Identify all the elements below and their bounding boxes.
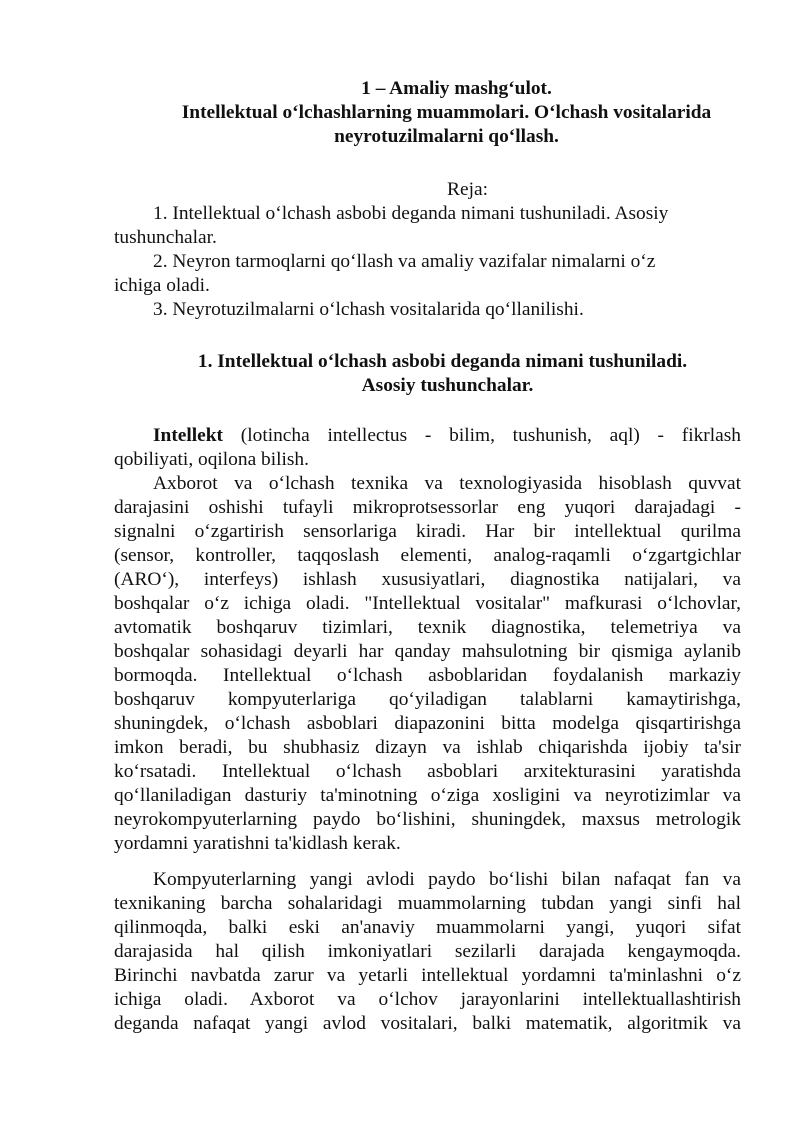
paragraph-2-line: boshqalar sohasidagi deyarli har qanday mahsulotning bir qismiga aylanib (114, 641, 741, 662)
plan-item-3-line-1: 3. Neyrotuzilmalarni o‘lchash vositalarida qo‘llanilishi. (153, 299, 584, 320)
paragraph-2-line: bormoqda. Intellektual o‘lchash asboblaridan foydalanish markaziy (114, 665, 741, 686)
paragraph-2-line: avtomatik boshqaruv tizimlari, texnik diagnostika, telemetriya va (114, 617, 741, 638)
term-intellekt: Intellekt (153, 425, 224, 446)
paragraph-3-line: deganda nafaqat yangi avlod vositalari, balki matematik, algoritmik va (114, 1013, 741, 1034)
section-1-heading (114, 350, 741, 398)
plan-item-1-line-1: 1. Intellektual o‘lchash asbobi deganda nimani tushuniladi. Asosiy (153, 203, 669, 224)
paragraph-3-line: Kompyuterlarning yangi avlodi paydo bo‘lishi bilan nafaqat fan va (153, 869, 741, 890)
paragraph-3-line: ichiga oladi. Axborot va o‘lchov jarayonlarini intellektuallashtirish (114, 989, 741, 1010)
section-1-heading-line-2: Asosiy tushunchalar. (361, 375, 534, 396)
plan-list (114, 202, 741, 322)
paragraph-1 (114, 424, 741, 472)
plan-heading: Reja: (447, 179, 488, 200)
paragraph-2 (114, 472, 741, 856)
paragraph-2-line: ko‘rsatadi. Intellektual o‘lchash asboblari arxitekturasini yaratishda (114, 761, 741, 782)
paragraph-2-line: shuningdek, o‘lchash asboblari diapazonini bitta modelga qisqartirishga (114, 713, 741, 734)
plan-item-2-line-2: ichiga oladi. (114, 275, 210, 296)
paragraph-1-line-2: qobiliyati, oqilona bilish. (114, 449, 309, 470)
document-title (114, 77, 741, 149)
paragraph-2-line: (sensor, kontroller, taqqoslash elementi, analog-raqamli o‘zgartgichlar (114, 545, 741, 566)
plan-item-1-line-2: tushunchalar. (114, 227, 217, 248)
paragraph-1-line-1-text: (lotincha intellectus - bilim, tushunish, aql) - fikrlash (223, 425, 741, 446)
paragraph-2-line: (ARO‘), interfeys) ishlash xususiyatlari, diagnostika natijalari, va (114, 569, 741, 590)
title-line-2: Intellektual o‘lchashlarning muammolari. O‘lchash vositalarida (181, 102, 712, 123)
paragraph-1-line-1 (114, 424, 741, 448)
paragraph-3-line: Birinchi navbatda zarur va yetarli intellektual yordamni ta'minlashni o‘z (114, 965, 741, 986)
paragraph-3-line: qilinmoqda, balki eski an'anaviy muammolarni yangi, yuqori sifat (114, 917, 741, 938)
paragraph-3-line: texnikaning barcha sohalaridagi muammolarning tubdan yangi sinfi hal (114, 893, 741, 914)
title-line-3: neyrotuzilmalarni qo‘llash. (334, 126, 559, 147)
plan-item-2-line-1: 2. Neyron tarmoqlarni qo‘llash va amaliy vazifalar nimalarni o‘z (153, 251, 656, 272)
paragraph-2-line: signalni o‘zgartirish sensorlariga kiradi. Har bir intellektual qurilma (114, 521, 741, 542)
paragraph-2-line: qo‘llaniladigan dasturiy ta'minotning o‘ziga xosligini va neyrotizimlar va (114, 785, 741, 806)
paragraph-2-line: boshqaruv kompyuterlariga qo‘yiladigan talablarni kamaytirishga, (114, 689, 741, 710)
paragraph-2-line: boshqalar o‘z ichiga oladi. "Intellektual vositalar" mafkurasi o‘lchovlar, (114, 593, 741, 614)
title-line-1: 1 – Amaliy mashg‘ulot. (361, 78, 552, 99)
paragraph-3 (114, 868, 741, 1036)
section-1-heading-line-1: 1. Intellektual o‘lchash asbobi deganda nimani tushuniladi. (197, 351, 688, 372)
paragraph-2-line: yordamni yaratishni ta'kidlash kerak. (114, 833, 401, 854)
paragraph-2-line: darajasini oshishi tufayli mikroprotsessorlar eng yuqori darajadagi - (114, 497, 741, 518)
paragraph-2-line: neyrokompyuterlarning paydo bo‘lishini, shuningdek, maxsus metrologik (114, 809, 741, 830)
paragraph-3-line: darajasida hal qilish imkoniyatlari sezilarli darajada kengaymoqda. (114, 941, 741, 962)
paragraph-2-line: imkon beradi, bu shubhasiz dizayn va ishlab chiqarishda ijobiy ta'sir (114, 737, 741, 758)
paragraph-2-line: Axborot va o‘lchash texnika va texnologiyasida hisoblash quvvat (153, 473, 741, 494)
